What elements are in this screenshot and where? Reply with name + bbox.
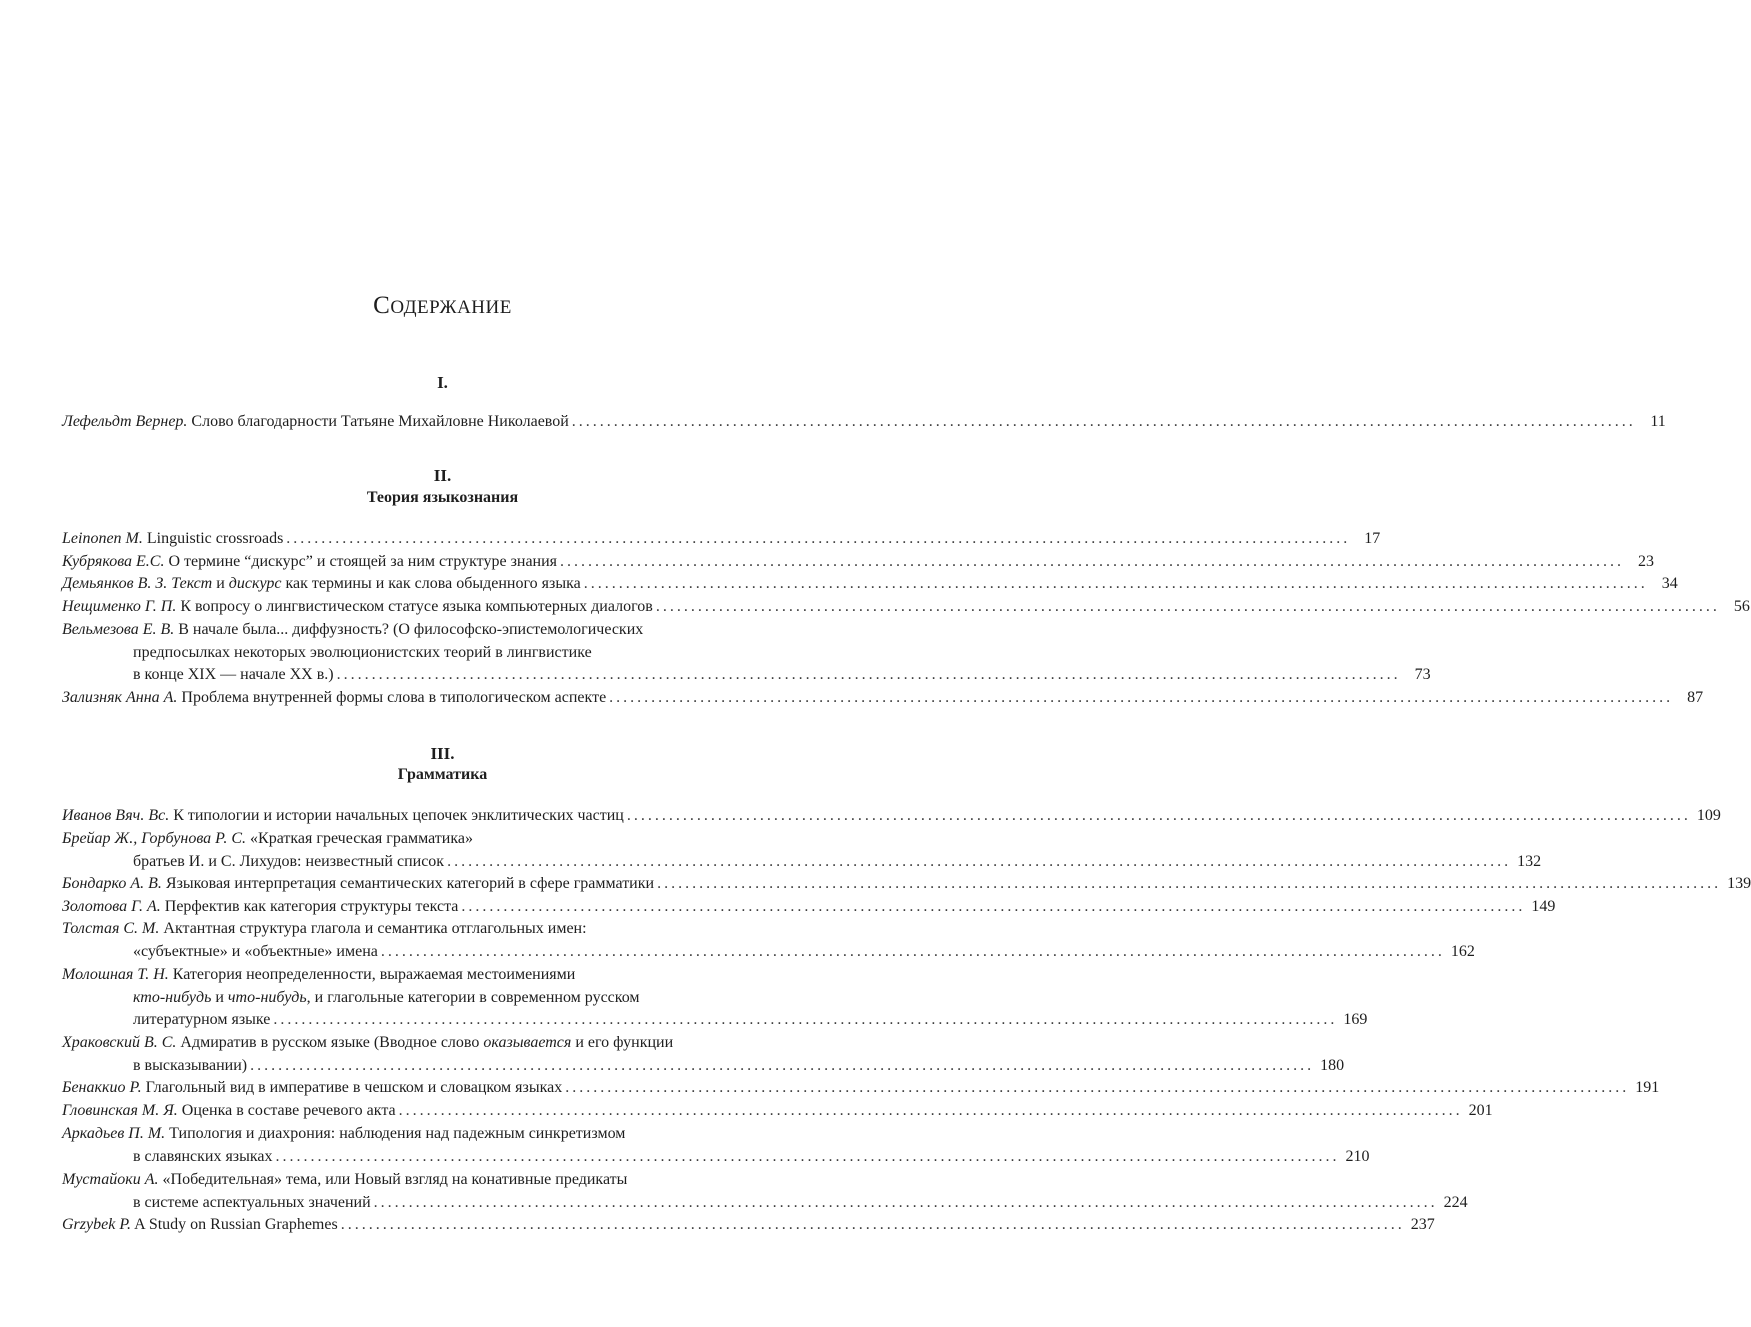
entry-title-continued: предпосылках некоторых эволюционистских теорий в лингвистике xyxy=(133,643,592,661)
toc-entry[interactable] xyxy=(62,918,1475,963)
entry-title-continued: братьев И. и С. Лихудов: неизвестный список xyxy=(133,852,445,870)
entry-page: 224 xyxy=(1443,1193,1468,1211)
entry-page: 169 xyxy=(1343,1011,1368,1028)
toc-entry[interactable] xyxy=(62,828,1542,873)
leader-dots: ........................................................................................................................................................ xyxy=(447,852,1512,870)
entry-author: Кубрякова Е.С. xyxy=(62,553,165,570)
entry-page: 23 xyxy=(1638,553,1655,570)
entry-page: 132 xyxy=(1517,852,1542,870)
entry-title: «Победительная» тема, или Новый взгляд на конативные предикаты xyxy=(162,1171,628,1188)
leader-dots: ........................................................................................................................................................ xyxy=(583,575,1648,592)
entry-page: 191 xyxy=(1635,1079,1660,1096)
leader-dots: ........................................................................................................................................................ xyxy=(340,1216,1405,1233)
toc-entry[interactable]: Молошная Т. Н. Категория неопределенности, выражаемая местоимениями кто-нибудь и что-нибудь, и глагольные категории в современном русском литературном языке ........................................................................................................................................................ 169 xyxy=(62,964,825,1032)
entry-author: Аркадьев П. М. xyxy=(62,1125,166,1142)
toc-entry[interactable] xyxy=(62,1123,1370,1168)
leader-dots: ........................................................................................................................................................ xyxy=(461,898,1526,915)
entry-page: 56 xyxy=(1733,598,1750,615)
entry-author: Нещименко Г. П. xyxy=(62,598,177,615)
entry-title: Оценка в составе речевого акта xyxy=(181,1102,396,1119)
entry-author: Демьянков В. З. xyxy=(62,575,168,592)
entry-page: 139 xyxy=(1727,875,1751,892)
entry-title: Linguistic crossroads xyxy=(146,530,284,547)
leader-dots: ........................................................................................................................................................ xyxy=(657,875,1722,892)
section-title: Теория языкознания xyxy=(366,489,519,506)
leader-dots: ........................................................................................................................................................ xyxy=(560,553,1625,570)
entry-title: Категория неопределенности, выражаемая местоимениями xyxy=(172,966,576,983)
entry-author: Гловинская М. Я. xyxy=(62,1102,178,1119)
entry-title: К типологии и истории начальных цепочек энклитических частиц xyxy=(173,807,624,824)
entry-title: Актантная структура глагола и семантика отглагольных имен: xyxy=(163,920,587,937)
entry-page: 201 xyxy=(1468,1102,1493,1119)
entry-title: Языковая интерпретация семантических категорий в сфере грамматики xyxy=(165,875,655,892)
entry-author: Бондарко А. В. xyxy=(62,875,162,892)
entry-title: В начале была... диффузность? (О философско-эпистемологических xyxy=(178,621,644,638)
entry-title: Глагольный вид в императиве в чешском и словацком языках xyxy=(145,1079,563,1096)
entry-page: 17 xyxy=(1364,530,1381,547)
entry-page: 73 xyxy=(1414,666,1431,683)
toc-entry[interactable] xyxy=(62,1077,1660,1100)
entry-author: Зализняк Анна А. xyxy=(62,689,178,706)
page-title: СОДЕРЖАНИЕ xyxy=(373,292,512,319)
entry-author: Толстая С. М. xyxy=(62,920,160,937)
toc-entry[interactable]: Храковский В. С. Адмиратив в русском языке (Вводное слово оказывается и его функции в высказывании) ........................................................................................................................................................ 180 xyxy=(62,1032,825,1077)
leader-dots: ........................................................................................................................................................ xyxy=(250,1056,1315,1074)
entry-title-italic: Текст xyxy=(171,575,213,592)
entry-title-continued: «субъектные» и «объектные» имена xyxy=(133,942,378,960)
entry-author: Золотова Г. А. xyxy=(62,898,161,915)
toc-entry[interactable] xyxy=(62,619,1431,687)
toc-entry[interactable] xyxy=(62,1214,1435,1237)
entry-title-italic: что-нибудь xyxy=(227,988,307,1006)
section-number: I. xyxy=(437,373,448,392)
entry-title: «Краткая греческая грамматика» xyxy=(250,830,473,847)
leader-dots: ........................................................................................................................................................ xyxy=(336,666,1401,683)
entry-author: Вельмезова Е. В. xyxy=(62,621,175,638)
entry-author: Бенаккио Р. xyxy=(62,1079,142,1096)
entry-author: Лефельдт Вернер. xyxy=(62,413,188,430)
toc-entry[interactable] xyxy=(62,1169,1468,1214)
toc-entry[interactable] xyxy=(62,896,1556,919)
entry-page: 180 xyxy=(1320,1056,1345,1074)
toc-entry[interactable] xyxy=(62,596,1750,619)
entry-author: Храковский В. С. xyxy=(62,1034,177,1051)
leader-dots: ........................................................................................................................................................ xyxy=(273,1011,1338,1028)
entry-author: Иванов Вяч. Вс. xyxy=(62,807,170,824)
entry-title-continued: в конце XIX — начале XX в.) xyxy=(133,666,334,683)
section-title: Грамматика xyxy=(397,766,488,783)
entry-author: Leinonen M. xyxy=(62,530,143,547)
entry-title-italic: дискурс xyxy=(228,575,282,592)
entry-title-continued: в славянских языках xyxy=(133,1147,273,1165)
toc-entry[interactable] xyxy=(62,528,1381,551)
leader-dots: ........................................................................................................................................................ xyxy=(609,689,1674,706)
leader-dots: ........................................................................................................................................................ xyxy=(398,1102,1463,1119)
leader-dots: ........................................................................................................................................................ xyxy=(655,598,1720,615)
entry-page: 11 xyxy=(1650,413,1666,430)
toc-entry[interactable] xyxy=(62,873,1751,896)
section-number: II. xyxy=(433,466,452,485)
entry-author: Мустайоки А. xyxy=(62,1171,159,1188)
toc-entry[interactable] xyxy=(62,805,1721,828)
entry-author: Grzybek P. xyxy=(62,1216,132,1233)
entry-title-continued: в высказывании) xyxy=(133,1056,248,1074)
entry-title-continued: литературном языке xyxy=(133,1011,271,1028)
entry-title: Проблема внутренней формы слова в типологическом аспекте xyxy=(181,689,607,706)
leader-dots: ........................................................................................................................................................ xyxy=(286,530,1351,547)
toc-entry[interactable] xyxy=(62,687,1704,710)
leader-dots: ........................................................................................................................................................ xyxy=(380,942,1445,960)
entry-title: Слово благодарности Татьяне Михайловне Николаевой xyxy=(191,413,569,430)
leader-dots: ........................................................................................................................................................ xyxy=(565,1079,1630,1096)
entry-page: 210 xyxy=(1345,1147,1370,1165)
entry-page: 109 xyxy=(1696,807,1721,824)
entry-title: О термине “дискурс” и стоящей за ним структуре знания xyxy=(168,553,558,570)
entry-page: 237 xyxy=(1410,1216,1435,1233)
entry-title-italic: кто-нибудь xyxy=(133,988,212,1006)
entry-author: Молошная Т. Н. xyxy=(62,966,169,983)
entry-title: Перфектив как категория структуры текста xyxy=(164,898,459,915)
entry-title: как термины и как слова обыденного языка xyxy=(285,575,581,592)
leader-dots: ........................................................................................................................................................ xyxy=(275,1147,1340,1165)
toc-entry[interactable]: Демьянков В. З. Текст и дискурс как термины и как слова обыденного языка ........................................................................................................................................................ 34 xyxy=(62,573,825,596)
leader-dots: ........................................................................................................................................................ xyxy=(571,413,1636,430)
leader-dots: ........................................................................................................................................................ xyxy=(373,1193,1438,1211)
entry-title: A Study on Russian Graphemes xyxy=(134,1216,338,1233)
section-number: III. xyxy=(430,744,455,763)
entry-title: К вопросу о лингвистическом статусе языка компьютерных диалогов xyxy=(180,598,653,615)
toc-entry[interactable] xyxy=(62,411,1666,434)
entry-page: 34 xyxy=(1661,575,1678,592)
entry-title: Типология и диахрония: наблюдения над падежным синкретизмом xyxy=(169,1125,626,1142)
toc-entry[interactable] xyxy=(62,1100,1493,1123)
entry-title-italic: оказывается xyxy=(483,1034,572,1051)
entry-page: 87 xyxy=(1687,689,1704,706)
entry-author: Брейар Ж., Горбунова Р. С. xyxy=(62,830,247,847)
toc-entry[interactable] xyxy=(62,551,1655,574)
leader-dots: ........................................................................................................................................................ xyxy=(626,807,1691,824)
entry-page: 162 xyxy=(1450,942,1475,960)
entry-page: 149 xyxy=(1531,898,1556,915)
entry-title-continued: в системе аспектуальных значений xyxy=(133,1193,371,1211)
